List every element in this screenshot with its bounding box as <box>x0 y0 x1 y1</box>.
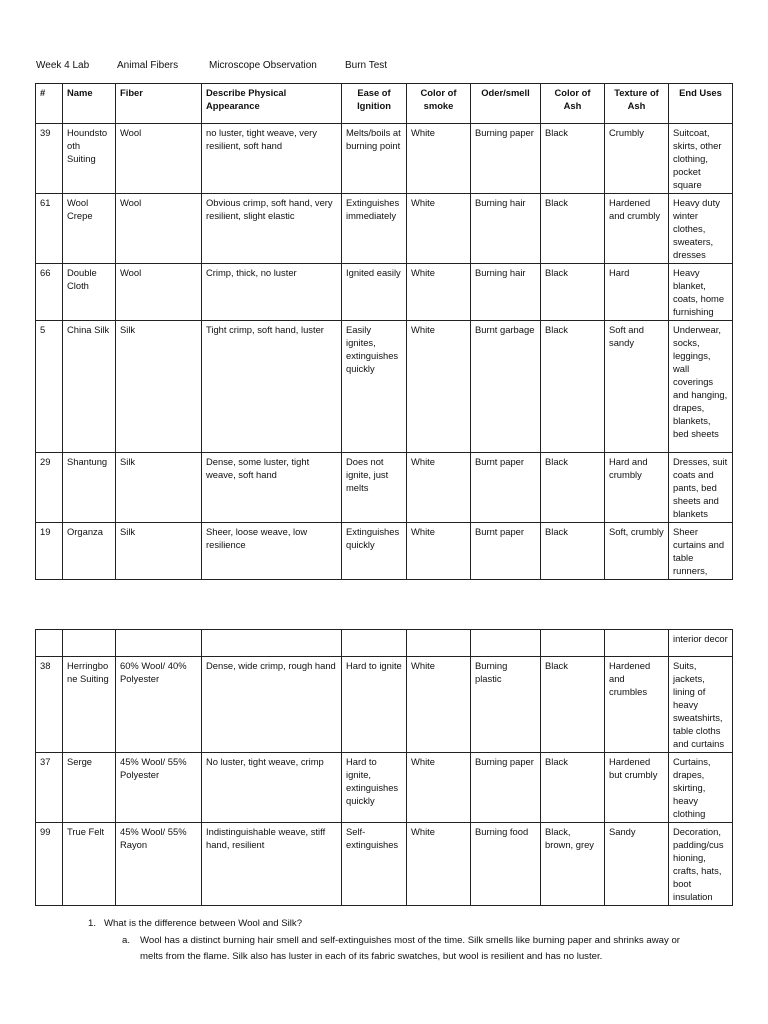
col-header-end-uses: End Uses <box>669 84 733 124</box>
table-row <box>36 321 733 453</box>
cell-appearance <box>202 630 342 657</box>
cell-name: Wool Crepe <box>63 194 116 264</box>
table-header-row <box>36 84 733 124</box>
cell-smell: Burnt paper <box>471 453 541 523</box>
header-week: Week 4 Lab <box>36 60 90 71</box>
cell-end-uses: Dresses, suit coats and pants, bed sheets and blankets <box>669 453 733 523</box>
cell-fiber: Wool <box>116 264 202 321</box>
cell-number: 29 <box>36 453 63 523</box>
cell-fiber: 45% Wool/ 55% Polyester <box>116 753 202 823</box>
cell-ash-texture: Soft, crumbly <box>605 523 669 580</box>
cell-end-uses: Sheer curtains and table runners, <box>669 523 733 580</box>
cell-smell: Burnt paper <box>471 523 541 580</box>
cell-smell <box>471 630 541 657</box>
cell-ash-texture: Hardened but crumbly <box>605 753 669 823</box>
cell-ash-texture: Hard <box>605 264 669 321</box>
col-header-smoke: Color of smoke <box>407 84 471 124</box>
cell-ignition <box>342 630 407 657</box>
cell-ignition: Melts/boils at burning point <box>342 124 407 194</box>
answer-text: Wool has a distinct burning hair smell and self-extinguishes most of the time. Silk smells like burning paper and shrinks away or melts from the flame. Silk also has luster in each of its fabric swatches, but wool is resilient and has no luster. <box>140 935 680 962</box>
header-section-microscope: Microscope Observation <box>209 60 317 71</box>
table-row <box>36 657 733 753</box>
col-header-smell: Oder/smell <box>471 84 541 124</box>
cell-ash-color: Black <box>541 321 605 453</box>
cell-smoke <box>407 630 471 657</box>
cell-fiber: 45% Wool/ 55% Rayon <box>116 823 202 906</box>
cell-smoke: White <box>407 523 471 580</box>
table-row <box>36 264 733 321</box>
cell-ash-color: Black <box>541 523 605 580</box>
cell-smell: Burning food <box>471 823 541 906</box>
answer-1a <box>122 933 702 965</box>
cell-ash-texture <box>605 630 669 657</box>
col-header-ash-color: Color of Ash <box>541 84 605 124</box>
table-row <box>36 823 733 906</box>
cell-appearance: No luster, tight weave, crimp <box>202 753 342 823</box>
col-header-fiber: Fiber <box>116 84 202 124</box>
cell-ash-texture: Sandy <box>605 823 669 906</box>
cell-ignition: Hard to ignite, extinguishes quickly <box>342 753 407 823</box>
question-number: 1. <box>88 918 97 929</box>
cell-fiber: 60% Wool/ 40% Polyester <box>116 657 202 753</box>
cell-fiber: Silk <box>116 321 202 453</box>
cell-fiber <box>116 630 202 657</box>
lab-table-part-2 <box>35 629 733 906</box>
cell-end-uses: Underwear, socks, leggings, wall coverings and hanging, drapes, blankets, bed sheets <box>669 321 733 453</box>
cell-ash-texture: Crumbly <box>605 124 669 194</box>
cell-smell: Burning plastic <box>471 657 541 753</box>
cell-fiber: Wool <box>116 124 202 194</box>
cell-appearance: Crimp, thick, no luster <box>202 264 342 321</box>
cell-name: Double Cloth <box>63 264 116 321</box>
cell-fiber: Silk <box>116 453 202 523</box>
cell-end-uses: Decoration, padding/cushioning, crafts, hats, boot insulation <box>669 823 733 906</box>
table-row <box>36 753 733 823</box>
header-topic: Animal Fibers <box>117 60 179 71</box>
cell-name: China Silk <box>63 321 116 453</box>
cell-number: 99 <box>36 823 63 906</box>
cell-end-uses: Heavy blanket, coats, home furnishing <box>669 264 733 321</box>
cell-end-uses: Suitcoat, skirts, other clothing, pocket square <box>669 124 733 194</box>
cell-smoke: White <box>407 753 471 823</box>
table-row <box>36 124 733 194</box>
question-1 <box>88 918 302 929</box>
table-row <box>36 194 733 264</box>
cell-name: Organza <box>63 523 116 580</box>
question-text: What is the difference between Wool and Silk? <box>104 918 303 929</box>
cell-smell: Burning paper <box>471 753 541 823</box>
cell-ignition: Does not ignite, just melts <box>342 453 407 523</box>
cell-smoke: White <box>407 124 471 194</box>
header-section-burn-test: Burn Test <box>345 60 388 71</box>
cell-name <box>63 630 116 657</box>
cell-number: 66 <box>36 264 63 321</box>
cell-appearance: Obvious crimp, soft hand, very resilient, slight elastic <box>202 194 342 264</box>
cell-number: 61 <box>36 194 63 264</box>
cell-number: 37 <box>36 753 63 823</box>
cell-fiber: Silk <box>116 523 202 580</box>
table-row <box>36 523 733 580</box>
cell-ash-color: Black <box>541 124 605 194</box>
cell-smoke: White <box>407 321 471 453</box>
page-header <box>36 60 736 76</box>
cell-ash-color: Black <box>541 453 605 523</box>
cell-name: Houndstooth Suiting <box>63 124 116 194</box>
col-header-name: Name <box>63 84 116 124</box>
cell-smell: Burnt garbage <box>471 321 541 453</box>
cell-appearance: Dense, some luster, tight weave, soft hand <box>202 453 342 523</box>
cell-smell: Burning hair <box>471 264 541 321</box>
cell-ash-color: Black <box>541 194 605 264</box>
cell-ash-texture: Hard and crumbly <box>605 453 669 523</box>
cell-appearance: Tight crimp, soft hand, luster <box>202 321 342 453</box>
cell-ash-texture: Hardened and crumbles <box>605 657 669 753</box>
cell-name: Serge <box>63 753 116 823</box>
cell-end-uses: Suits, jackets, lining of heavy sweatshirts, table cloths and curtains <box>669 657 733 753</box>
cell-number: 39 <box>36 124 63 194</box>
cell-ignition: Extinguishes immediately <box>342 194 407 264</box>
cell-number: 5 <box>36 321 63 453</box>
cell-number: 38 <box>36 657 63 753</box>
cell-end-uses: Heavy duty winter clothes, sweaters, dresses <box>669 194 733 264</box>
col-header-ash-texture: Texture of Ash <box>605 84 669 124</box>
cell-name: True Felt <box>63 823 116 906</box>
cell-fiber: Wool <box>116 194 202 264</box>
cell-ash-color: Black, brown, grey <box>541 823 605 906</box>
cell-end-uses: Curtains, drapes, skirting, heavy clothing <box>669 753 733 823</box>
table-row <box>36 630 733 657</box>
cell-ash-color <box>541 630 605 657</box>
cell-smoke: White <box>407 194 471 264</box>
cell-ash-texture: Hardened and crumbly <box>605 194 669 264</box>
cell-smoke: White <box>407 657 471 753</box>
cell-appearance: Dense, wide crimp, rough hand <box>202 657 342 753</box>
col-header-number: # <box>36 84 63 124</box>
cell-ignition: Self-extinguishes <box>342 823 407 906</box>
cell-smell: Burning hair <box>471 194 541 264</box>
cell-end-uses: interior decor <box>669 630 733 657</box>
cell-ignition: Extinguishes quickly <box>342 523 407 580</box>
lab-table-part-1 <box>35 83 733 580</box>
cell-appearance: Sheer, loose weave, low resilience <box>202 523 342 580</box>
cell-ignition: Easily ignites, extinguishes quickly <box>342 321 407 453</box>
cell-ash-color: Black <box>541 657 605 753</box>
cell-number: 19 <box>36 523 63 580</box>
cell-ash-color: Black <box>541 753 605 823</box>
table-row <box>36 453 733 523</box>
cell-name: Herringbone Suiting <box>63 657 116 753</box>
col-header-ignition: Ease of Ignition <box>342 84 407 124</box>
cell-number <box>36 630 63 657</box>
cell-smoke: White <box>407 264 471 321</box>
cell-smoke: White <box>407 823 471 906</box>
cell-appearance: Indistinguishable weave, stiff hand, resilient <box>202 823 342 906</box>
cell-ash-texture: Soft and sandy <box>605 321 669 453</box>
col-header-appearance: Describe Physical Appearance <box>202 84 342 124</box>
cell-ash-color: Black <box>541 264 605 321</box>
cell-smell: Burning paper <box>471 124 541 194</box>
cell-name: Shantung <box>63 453 116 523</box>
cell-ignition: Hard to ignite <box>342 657 407 753</box>
answer-label: a. <box>122 935 131 946</box>
cell-ignition: Ignited easily <box>342 264 407 321</box>
cell-smoke: White <box>407 453 471 523</box>
cell-appearance: no luster, tight weave, very resilient, soft hand <box>202 124 342 194</box>
